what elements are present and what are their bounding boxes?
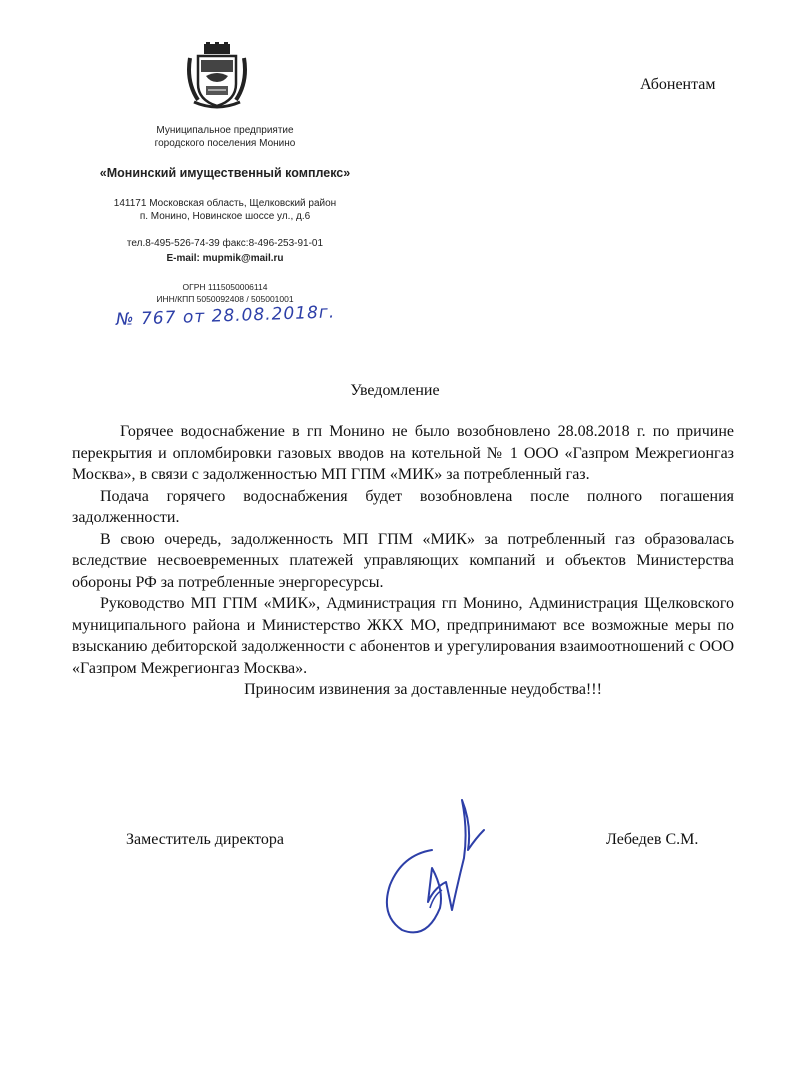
addressee: Абонентам bbox=[640, 76, 716, 93]
org-line-2: городского поселения Монино bbox=[154, 138, 296, 149]
org-registration bbox=[60, 281, 390, 305]
signatory-position: Заместитель директора bbox=[126, 831, 285, 848]
signatory-name: Лебедев С.М. bbox=[606, 831, 699, 848]
inn-kpp: ИНН/КПП 5050092408 / 505001001 bbox=[156, 294, 294, 304]
document-title: Уведомление bbox=[350, 382, 440, 399]
org-email: E-mail: mupmik@mail.ru bbox=[166, 253, 284, 264]
org-address bbox=[60, 197, 390, 223]
handwritten-signature bbox=[372, 790, 502, 950]
org-name: «Монинский имущественный комплекс» bbox=[99, 166, 351, 180]
paragraph: Подача горячего водоснабжения будет возобновлена после полного погашения задолженности. bbox=[72, 487, 734, 526]
org-phone: тел.8-495-526-74-39 факс:8-496-253-91-01 bbox=[126, 238, 324, 249]
paragraph: В свою очередь, задолженность МП ГПМ «МИК» за потребленный газ образовалась вследствие несвоевременных платежей управляющих компаний и объектов Министерства обороны РФ за потребленные энергоресурсы. bbox=[72, 530, 734, 591]
outgoing-number: № 767 от 28.08.2018г. bbox=[115, 302, 336, 330]
paragraph: Приносим извинения за доставленные неудобства!!! bbox=[244, 681, 602, 698]
ogrn: ОГРН 1115050006114 bbox=[182, 282, 268, 292]
document-body bbox=[72, 421, 734, 701]
paragraph: Горячее водоснабжение в гп Монино не было возобновлено 28.08.2018 г. по причине перекрытия и опломбировки газовых вводов на котельной № 1 ООО «Газпром Межрегионгаз Москва», в связи с задолженностью МП ГПМ «МИК» за потребленный газ. bbox=[72, 423, 734, 483]
address-line-2: п. Монино, Новинское шоссе ул., д.6 bbox=[139, 211, 311, 222]
paragraph: Руководство МП ГПМ «МИК», Администрация гп Монино, Администрация Щелковского муниципального района и Министерство ЖКХ МО, предпринимают все возможные меры по взысканию дебиторской задолженности с абонентов и урегулирования взаимоотношений с ООО «Газпром Межрегионгаз Москва». bbox=[72, 595, 734, 677]
org-line-1: Муниципальное предприятие bbox=[156, 125, 294, 136]
address-line-1: 141171 Московская область, Щелковский район bbox=[113, 198, 337, 209]
org-type bbox=[60, 124, 390, 150]
coat-of-arms-icon bbox=[184, 42, 250, 110]
